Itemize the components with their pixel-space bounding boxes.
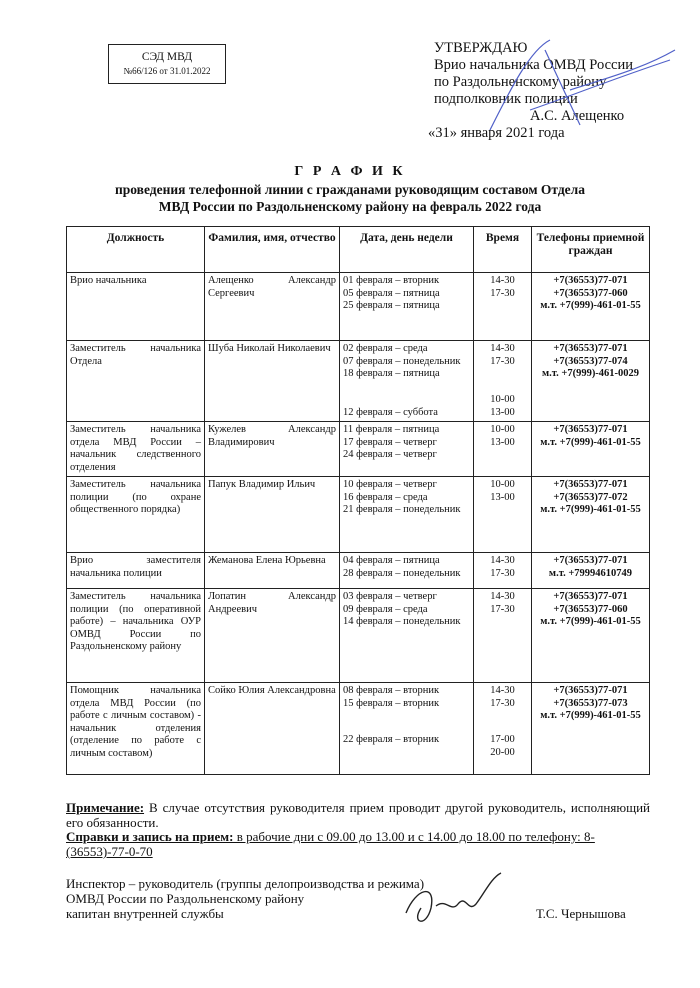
date-entry: 09 февраля – среда	[343, 603, 428, 615]
header-name: Фамилия, имя, отчество	[205, 227, 340, 273]
date-entry: 08 февраля – вторник	[343, 685, 440, 696]
time-entry: 14-30	[490, 555, 515, 566]
signer-line-1: Инспектор – руководитель (группы делопроизводства и режима)	[66, 876, 425, 891]
schedule-table	[66, 226, 650, 775]
header-time: Время	[474, 227, 532, 273]
date-entry: 21 февраля – понедельник	[343, 504, 461, 515]
stamp-title: СЭД МВД	[141, 51, 193, 63]
name-cell: Лопатин Александр Андреевич	[205, 589, 340, 683]
phone-entry: +7(36553)77-071	[553, 343, 628, 354]
phone-entry: +7(36553)77-071	[553, 685, 628, 696]
date-entry: 28 февраля – понедельник	[343, 567, 461, 579]
time-entry: 14-30	[490, 685, 515, 696]
date-entry: 04 февраля – пятница	[343, 555, 440, 566]
dates-cell	[340, 683, 474, 775]
time-entry: 14-30	[490, 591, 515, 602]
registration-stamp	[108, 44, 226, 84]
date-entry: 14 февраля – понедельник	[343, 616, 461, 627]
approval-signatory: А.С. Алещенко	[530, 108, 625, 124]
position-cell: Заместитель начальника Отдела	[67, 341, 205, 422]
time-entry: 10-00	[490, 424, 515, 435]
phone-entry: м.т. +7(999)-461-0029	[541, 368, 640, 379]
header-position: Должность	[67, 227, 205, 273]
note-text: В случае отсутствия руководителя прием проводит другой руководитель, исполняющий его обязанности.	[66, 800, 650, 830]
date-entry: 22 февраля – вторник	[343, 734, 440, 745]
dates-cell	[340, 422, 474, 477]
date-entry: 05 февраля – пятница	[343, 287, 440, 299]
appointments-paragraph	[66, 829, 650, 859]
approval-line-1: Врио начальника ОМВД России	[434, 57, 633, 73]
time-entry: 17-30	[490, 287, 515, 299]
phone-entry: +7(36553)77-071	[553, 275, 628, 286]
phone-entry: м.т. +7(999)-461-01-55	[540, 710, 641, 721]
signer-signature	[396, 868, 506, 938]
phone-entry: +7(36553)77-071	[553, 479, 628, 490]
time-entry: 17-30	[490, 603, 515, 615]
phones-cell	[532, 422, 650, 477]
time-entry: 17-30	[490, 567, 515, 579]
phone-entry: м.т. +7(999)-461-01-55	[540, 436, 641, 448]
phone-entry: +7(36553)77-072	[553, 491, 628, 503]
phone-entry: м.т. +7(999)-461-01-55	[540, 504, 641, 515]
time-cell	[474, 683, 532, 775]
position-cell: Заместитель начальника отдела МВД России – начальник следственного отделения	[67, 422, 205, 477]
phones-cell	[532, 553, 650, 589]
time-entry: 20-00	[490, 746, 515, 758]
phone-entry: +7(36553)77-071	[553, 555, 628, 566]
dates-cell	[340, 553, 474, 589]
time-entry: 17-30	[490, 355, 515, 367]
table-row	[67, 422, 650, 477]
phones-cell	[532, 477, 650, 553]
header-phones: Телефоны приемной граждан	[532, 227, 650, 273]
time-cell	[474, 273, 532, 341]
document-subtitle-2: МВД России по Раздольненскому району на февраль 2022 года	[158, 199, 542, 214]
stamp-number: №66/126 от 31.01.2022	[123, 66, 211, 76]
time-entry: 17-30	[490, 697, 515, 709]
name-cell: Папук Владимир Ильич	[205, 477, 340, 553]
name-cell: Кужелев Александр Владимирович	[205, 422, 340, 477]
phones-cell	[532, 273, 650, 341]
table-row	[67, 553, 650, 589]
phones-cell	[532, 589, 650, 683]
date-entry: 17 февраля – четверг	[343, 436, 437, 448]
date-entry: 01 февраля – вторник	[343, 275, 440, 286]
name-cell: Сойко Юлия Александровна	[205, 683, 340, 775]
document-title: Г Р А Ф И К	[294, 164, 406, 179]
time-cell	[474, 589, 532, 683]
table-row	[67, 589, 650, 683]
phone-entry: м.т. +7(999)-461-01-55	[540, 300, 641, 311]
time-entry: 13-00	[490, 491, 515, 503]
approval-signature	[470, 30, 680, 150]
header-date: Дата, день недели	[340, 227, 474, 273]
dates-cell	[340, 589, 474, 683]
phone-entry: +7(36553)77-060	[553, 287, 628, 299]
phone-entry: +7(36553)77-073	[553, 697, 628, 709]
time-cell	[474, 477, 532, 553]
dates-cell	[340, 273, 474, 341]
date-entry: 11 февраля – пятница	[343, 424, 440, 435]
date-entry: 03 февраля – четверг	[343, 591, 437, 602]
phone-entry: +7(36553)77-071	[553, 591, 628, 602]
time-cell	[474, 341, 532, 422]
signer-line-3: капитан внутренней службы	[66, 906, 224, 921]
table-header-row	[67, 227, 650, 273]
appointments-text: в рабочие дни с 09.00 до 13.00 и с 14.00 до 18.00 по телефону: 8-(36553)-77-0-70	[66, 829, 595, 859]
phone-entry: +7(36553)77-074	[553, 355, 628, 367]
note-label: Примечание:	[66, 800, 145, 815]
date-entry: 02 февраля – среда	[343, 343, 428, 354]
approval-date: «31» января 2021 года	[428, 125, 565, 141]
approval-line-3: подполковник полиции	[434, 91, 578, 107]
time-cell	[474, 553, 532, 589]
position-cell: Заместитель начальника полиции (по охране общественного порядка)	[67, 477, 205, 553]
phone-entry: м.т. +79994610749	[548, 567, 633, 579]
dates-cell	[340, 341, 474, 422]
name-cell: Алещенко Александр Сергеевич	[205, 273, 340, 341]
date-entry: 16 февраля – среда	[343, 491, 428, 503]
signer-name: Т.С. Чернышова	[536, 906, 626, 921]
time-entry: 14-30	[490, 343, 515, 354]
signer-line-2: ОМВД России по Раздольненскому району	[66, 891, 305, 906]
date-entry: 24 февраля – четверг	[343, 449, 437, 460]
table-row	[67, 341, 650, 422]
time-entry: 13-00	[490, 436, 515, 448]
date-entry: 07 февраля – понедельник	[343, 355, 461, 367]
time-cell	[474, 422, 532, 477]
date-entry: 15 февраля – вторник	[343, 697, 440, 709]
position-cell: Врио заместителя начальника полиции	[67, 553, 205, 589]
appointments-label: Справки и запись на прием:	[66, 829, 234, 844]
position-cell: Заместитель начальника полиции (по оперативной работе) – начальника ОУР ОМВД России по Раздольненскому району	[67, 589, 205, 683]
phones-cell	[532, 341, 650, 422]
signer-block	[66, 876, 424, 921]
time-entry: 14-30	[490, 275, 515, 286]
date-entry: 25 февраля – пятница	[343, 300, 440, 311]
phone-entry: +7(36553)77-060	[553, 603, 628, 615]
approval-header: УТВЕРЖДАЮ	[434, 40, 528, 56]
name-cell: Шуба Николай Николаевич	[205, 341, 340, 422]
phone-entry: +7(36553)77-071	[553, 424, 628, 435]
approval-line-2: по Раздольненскому району	[434, 74, 607, 90]
table-row	[67, 683, 650, 775]
date-entry: 10 февраля – четверг	[343, 479, 437, 490]
time-entry: 17-00	[490, 734, 515, 745]
time-entry: 10-00	[490, 394, 515, 405]
time-entry: 10-00	[490, 479, 515, 490]
date-entry: 12 февраля – суббота	[343, 406, 438, 418]
table-row	[67, 477, 650, 553]
date-entry: 18 февраля – пятница	[343, 368, 440, 379]
phone-entry: м.т. +7(999)-461-01-55	[540, 616, 641, 627]
position-cell: Помощник начальника отдела МВД России (по работе с личным составом) - начальник отделения (отделение по работе с личным составом)	[67, 683, 205, 775]
time-entry: 13-00	[490, 406, 515, 418]
phones-cell	[532, 683, 650, 775]
name-cell: Жеманова Елена Юрьевна	[205, 553, 340, 589]
note-paragraph	[66, 800, 650, 830]
dates-cell	[340, 477, 474, 553]
document-subtitle-1: проведения телефонной линии с гражданами руководящим составом Отдела	[114, 182, 585, 197]
position-cell: Врио начальника	[67, 273, 205, 341]
table-row	[67, 273, 650, 341]
